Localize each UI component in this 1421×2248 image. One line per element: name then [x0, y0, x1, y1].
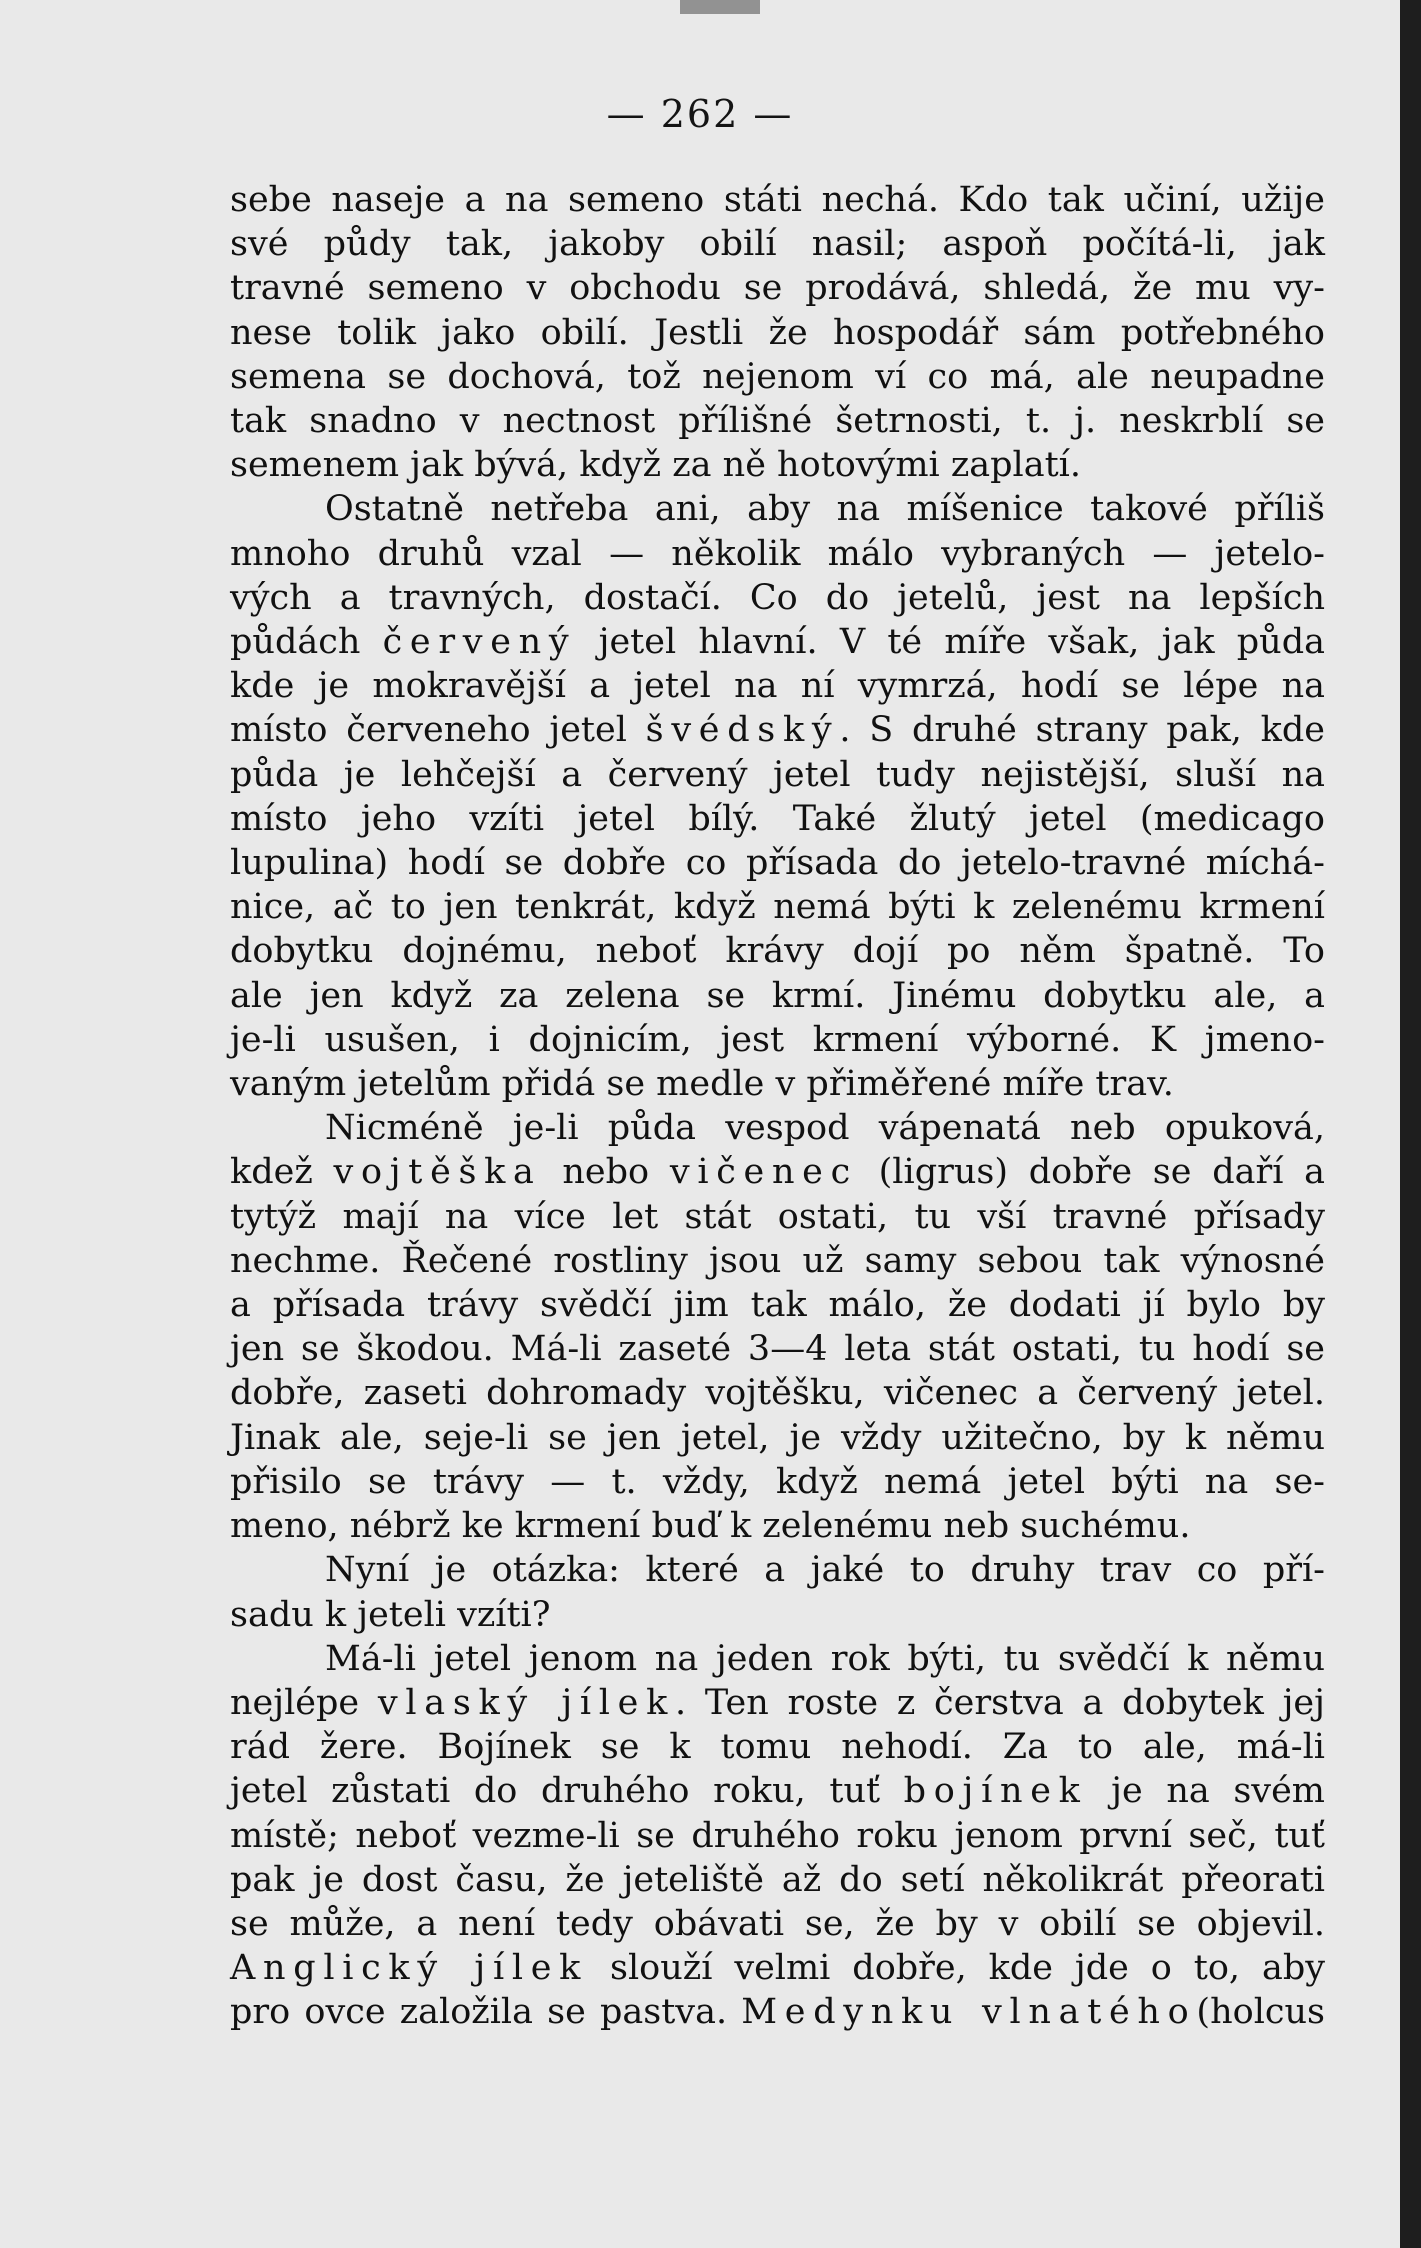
text-line: [230, 1990, 1325, 2034]
text-line: [230, 399, 1325, 443]
text-segment: vých a travných, dostačí. Co do jetelů, jest na lepších: [230, 577, 1325, 618]
text-segment: sebe naseje a na semeno státi nechá. Kdo tak učiní, užije: [230, 180, 1325, 220]
text-segment: nebo: [541, 1152, 670, 1193]
text-line: [230, 1371, 1325, 1415]
text-segment: lupulina) hodí se dobře co přísada do jetelo-travné míchá-: [230, 843, 1325, 884]
text-segment: nejlépe: [230, 1682, 378, 1723]
text-line: [230, 1681, 1325, 1725]
text-line: [230, 620, 1325, 664]
top-ink-mark: [680, 0, 760, 14]
text-line: [230, 1902, 1325, 1946]
text-segment: půda je lehčejší a červený jetel tudy nejistější, sluší na: [230, 754, 1325, 795]
text-line: [230, 576, 1325, 620]
text-segment: (ligrus) dobře se daří a: [857, 1152, 1325, 1193]
text-segment: pro ovce založila se pastva.: [230, 1992, 742, 2033]
text-segment: . S druhé strany pak, kde: [839, 710, 1325, 751]
text-line: [230, 1416, 1325, 1460]
text-line: [230, 974, 1325, 1018]
text-line: [230, 1725, 1325, 1769]
text-line: [230, 1637, 1325, 1681]
emphasized-term: vičenec: [669, 1152, 858, 1193]
text-line: [230, 1327, 1325, 1371]
text-segment: slouží velmi dobře, kde jde o to, aby: [588, 1948, 1326, 1989]
text-segment: pak je dost času, že jeteliště až do setí několikrát přeorati: [230, 1859, 1325, 1900]
text-line: [230, 222, 1325, 266]
text-line: [230, 1239, 1325, 1283]
text-segment: půdách: [230, 622, 383, 663]
text-segment: meno, nébrž ke krmení buď k zelenému neb suchému.: [230, 1506, 1191, 1547]
emphasized-term: vlaský jílek: [377, 1682, 676, 1723]
text-line: [230, 487, 1325, 531]
text-segment: místě; neboť vezme-li se druhého roku jenom první seč, tuť: [230, 1815, 1325, 1856]
text-segment: vaným jetelům přidá se medle v přiměřené míře trav.: [230, 1064, 1174, 1105]
text-segment: nechme. Řečené rostliny jsou už samy sebou tak výnosné: [230, 1240, 1325, 1281]
text-segment: se může, a není tedy obávati se, že by v obilí se objevil.: [230, 1903, 1325, 1944]
text-line: [230, 664, 1325, 708]
text-segment: nese tolik jako obilí. Jestli že hospodář sám potřebného: [230, 312, 1325, 353]
text-line: [230, 311, 1325, 355]
emphasized-term: švédský: [645, 710, 840, 751]
text-segment: Nicméně je-li půda vespod vápenatá neb opuková,: [325, 1108, 1325, 1149]
text-segment: dobytku dojnému, neboť krávy dojí po něm špatně. To: [230, 931, 1325, 972]
text-segment: . Ten roste z čerstva a dobytek jej: [675, 1682, 1325, 1723]
text-line: [230, 1504, 1325, 1548]
text-line: [230, 443, 1325, 487]
scan-edge: [1400, 0, 1421, 2248]
text-line: [230, 929, 1325, 973]
emphasized-term: červený: [382, 622, 577, 663]
page-number: — 262 —: [606, 92, 794, 136]
text-segment: je-li usušen, i dojnicím, jest krmení výborné. K jmeno-: [230, 1019, 1325, 1060]
text-segment: Jinak ale, seje-li se jen jetel, je vždy užitečno, by k němu: [230, 1417, 1325, 1458]
text-line: [230, 178, 1325, 222]
text-segment: jetel hlavní. V té míře však, jak půda: [576, 622, 1325, 663]
text-segment: Ostatně netřeba ani, aby na míšenice takové příliš: [325, 489, 1325, 530]
text-segment: Má-li jetel jenom na jeden rok býti, tu svědčí k němu: [325, 1638, 1325, 1679]
text-segment: semena se dochová, tož nejenom ví co má, ale neupadne: [230, 356, 1325, 397]
text-segment: tak snadno v nectnost přílišné šetrnosti, t. j. neskrblí se: [230, 401, 1325, 442]
text-segment: místo červeneho jetel: [230, 710, 646, 751]
text-segment: přisilo se trávy — t. vždy, když nemá jetel býti na se-: [230, 1461, 1325, 1502]
text-segment: travné semeno v obchodu se prodává, shledá, že mu vy-: [230, 268, 1325, 309]
text-line: [230, 1593, 1325, 1637]
text-segment: (holcus: [1196, 1992, 1325, 2033]
text-line: [230, 1106, 1325, 1150]
text-segment: místo jeho vzíti jetel bílý. Také žlutý jetel (medicago: [230, 798, 1325, 839]
text-segment: kdež: [230, 1152, 334, 1193]
text-line: [230, 1195, 1325, 1239]
page-text: [230, 178, 1325, 2035]
emphasized-term: vojtěška: [333, 1152, 542, 1193]
text-segment: jen se škodou. Má-li zaseté 3—4 leta stát ostati, tu hodí se: [230, 1329, 1325, 1370]
text-line: [230, 266, 1325, 310]
text-segment: své půdy tak, jakoby obilí nasil; aspoň počítá-li, jak: [230, 224, 1325, 265]
text-line: [230, 1062, 1325, 1106]
text-line: [230, 1858, 1325, 1902]
text-line: [230, 885, 1325, 929]
text-segment: kde je mokravější a jetel na ní vymrzá, hodí se lépe na: [230, 666, 1325, 707]
text-line: [230, 1283, 1325, 1327]
text-segment: rád žere. Bojínek se k tomu nehodí. Za to ale, má-li: [230, 1727, 1325, 1768]
text-segment: tytýž mají na více let stát ostati, tu vší travné přísady: [230, 1196, 1325, 1237]
text-segment: dobře, zaseti dohromady vojtěšku, vičenec a červený jetel.: [230, 1373, 1325, 1414]
text-line: [230, 1150, 1325, 1194]
text-line: [230, 1548, 1325, 1592]
text-line: [230, 841, 1325, 885]
text-segment: je na svém: [1087, 1771, 1325, 1812]
text-segment: a přísada trávy svědčí jim tak málo, že dodati jí bylo by: [230, 1285, 1325, 1326]
emphasized-term: Medynku vlnatého: [741, 1992, 1197, 2033]
text-segment: Nyní je otázka: které a jaké to druhy trav co pří-: [325, 1550, 1325, 1591]
text-line: [230, 532, 1325, 576]
text-segment: ale jen když za zelena se krmí. Jinému dobytku ale, a: [230, 975, 1325, 1016]
emphasized-term: bojínek: [903, 1771, 1088, 1812]
text-line: [230, 797, 1325, 841]
text-line: [230, 1018, 1325, 1062]
text-line: [230, 1769, 1325, 1813]
text-segment: semenem jak bývá, když za ně hotovými zaplatí.: [230, 445, 1081, 486]
text-segment: mnoho druhů vzal — několik málo vybraných — jetelo-: [230, 533, 1325, 574]
text-line: [230, 1460, 1325, 1504]
text-line: [230, 1946, 1325, 1990]
text-segment: nice, ač to jen tenkrát, když nemá býti k zelenému krmení: [230, 887, 1325, 928]
emphasized-term: Anglický jílek: [230, 1948, 589, 1989]
text-line: [230, 355, 1325, 399]
text-line: [230, 708, 1325, 752]
text-segment: sadu k jeteli vzíti?: [230, 1594, 551, 1635]
text-segment: jetel zůstati do druhého roku, tuť: [230, 1771, 904, 1812]
text-line: [230, 1814, 1325, 1858]
text-line: [230, 753, 1325, 797]
